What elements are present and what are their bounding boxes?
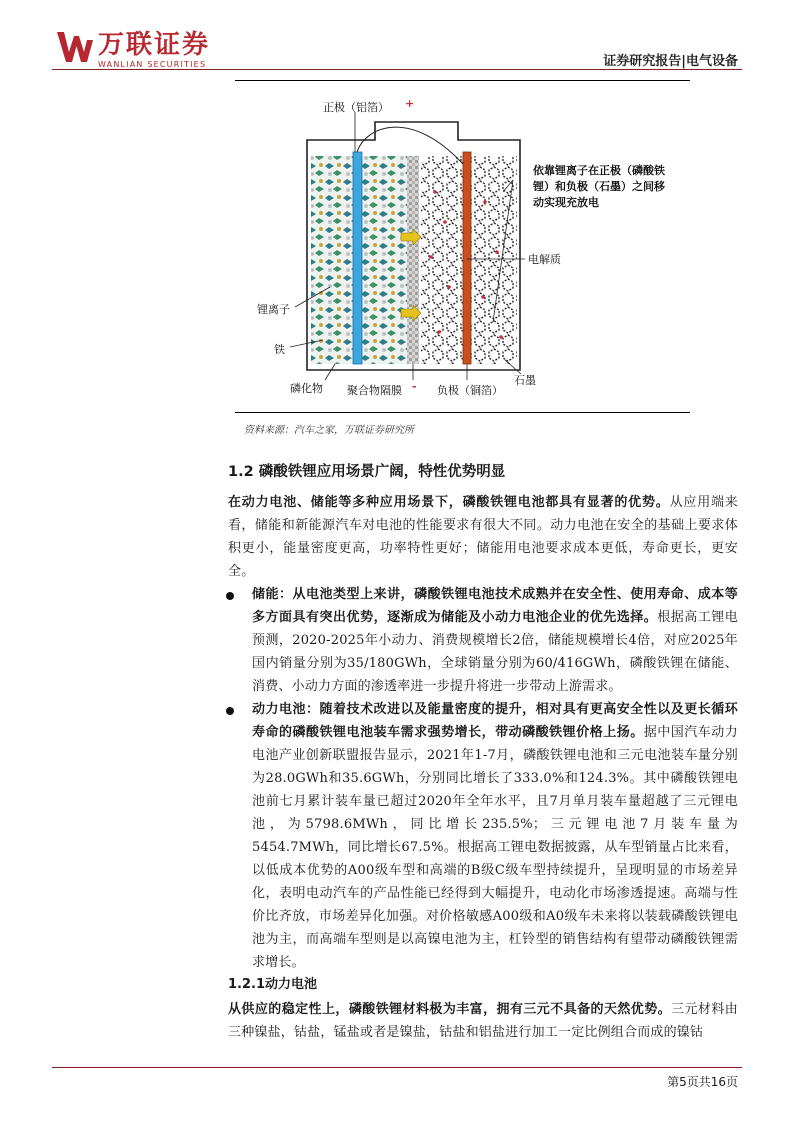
label-minus: - bbox=[412, 380, 417, 393]
bullet-storage-bold: 储能：从电池类型上来讲，磷酸铁锂电池技术成熟并在安全性、使用寿命、成本等多方面具有突出优势，逐渐成为储能及小动力电池企业的优先选择。 bbox=[252, 587, 738, 625]
section-title: 1.2 磷酸铁锂应用场景广阔，特性优势明显 bbox=[228, 464, 506, 480]
label-phosphate: 磷化物 bbox=[290, 382, 323, 395]
label-positive: 正极（铝箔） bbox=[323, 101, 389, 114]
logo-text-cn: 万联证券 bbox=[98, 30, 211, 60]
bullet-storage bbox=[252, 583, 738, 698]
label-plus: + bbox=[405, 97, 415, 110]
wanlian-logo-icon bbox=[57, 32, 93, 62]
label-negative: 负极（铜箔） bbox=[437, 384, 503, 397]
page-number: 第5页共16页 bbox=[667, 1075, 738, 1089]
label-annotation: 依靠锂离子在正极（磷酸铁锂）和负极（石墨）之间移动实现充放电 bbox=[533, 164, 665, 209]
sub-paragraph bbox=[228, 998, 738, 1044]
intro-paragraph bbox=[228, 491, 738, 583]
intro-text: 从应用端来看，储能和新能源汽车对电池的性能要求有很大不同。动力电池在安全的基础上要求体积更小，能量密度更高，功率特性更好；储能用电池要求成本更低，寿命更长，更安全。 bbox=[228, 495, 738, 579]
bullet-icon bbox=[226, 592, 234, 600]
label-electrolyte: 电解质 bbox=[528, 253, 561, 266]
battery-diagram bbox=[235, 82, 690, 410]
sub-text: 三元材料由三种镍盐，钴盐，锰盐或者是镍盐，钴盐和铝盐进行加工一定比例组合而成的镍钴 bbox=[228, 1002, 738, 1040]
label-iron: 铁 bbox=[274, 343, 285, 356]
label-separator: 聚合物隔膜 bbox=[347, 384, 402, 397]
intro-bold: 在动力电池、储能等多种应用场景下，磷酸铁锂电池都具有显著的优势。 bbox=[228, 495, 670, 510]
label-lithium-ion: 锂离子 bbox=[257, 303, 290, 316]
logo-text-en: WANLIAN SECURITIES bbox=[98, 60, 207, 69]
label-graphite: 石墨 bbox=[514, 374, 536, 387]
bullet-icon bbox=[226, 707, 234, 715]
bullet-power-battery bbox=[252, 698, 738, 974]
bullet-power-bold: 动力电池：随着技术改进以及能量密度的提升，相对具有更高安全性以及更长循环寿命的磷酸铁锂电池装车需求强势增长，带动磷酸铁锂价格上扬。 bbox=[252, 702, 738, 740]
sub-bold: 从供应的稳定性上，磷酸铁锂材料极为丰富，拥有三元不具备的天然优势。 bbox=[228, 1002, 672, 1017]
figure-bottom-border bbox=[235, 412, 690, 413]
figure-top-border bbox=[235, 80, 690, 81]
bullet-power-text: 据中国汽车动力电池产业创新联盟报告显示，2021年1-7月，磷酸铁锂电池和三元电池装车量分别为28.0GWh和35.6GWh，分别同比增长了333.0%和124.3%。其中磷酸铁锂电池前七月累计装车量已超过2020年全年水平，且7月单月装车量超越了三元锂电池，为5798.6MWh，同比增长235.5%；三元锂电池7月装车量为5454.7MWh，同比增长67.5%。根据高工锂电数据披露，从车型销量占比来看，以低成本优势的A00级车型和高端的B级C级车型持续提升，呈现明显的市场差异化，表明电动汽车的产品性能已经得到大幅提升，电动化市场渗透提速。高端与性价比齐放，市场差异化加强。对价格敏感A00级和A0级车未来将以装载磷酸铁锂电池为主，而高端车型则是以高镍电池为主，杠铃型的销售结构有望带动磷酸铁锂需求增长。 bbox=[252, 725, 738, 970]
figure-source: 资料来源：汽车之家，万联证券研究所 bbox=[244, 425, 414, 436]
header-divider bbox=[52, 69, 742, 70]
report-type: 证券研究报告|电气设备 bbox=[603, 54, 738, 69]
bullet-storage-text: 根据高工锂电预测，2020-2025年小动力、消费规模增长2倍，储能规模增长4倍，对应2025年国内销量分别为35/180GWh，全球销量分别为60/416GWh，磷酸铁锂在储能、消费、小动力方面的渗透率进一步提升将进一步带动上游需求。 bbox=[252, 610, 738, 694]
subsection-title: 1.2.1动力电池 bbox=[228, 977, 318, 992]
footer-divider bbox=[52, 1067, 742, 1068]
